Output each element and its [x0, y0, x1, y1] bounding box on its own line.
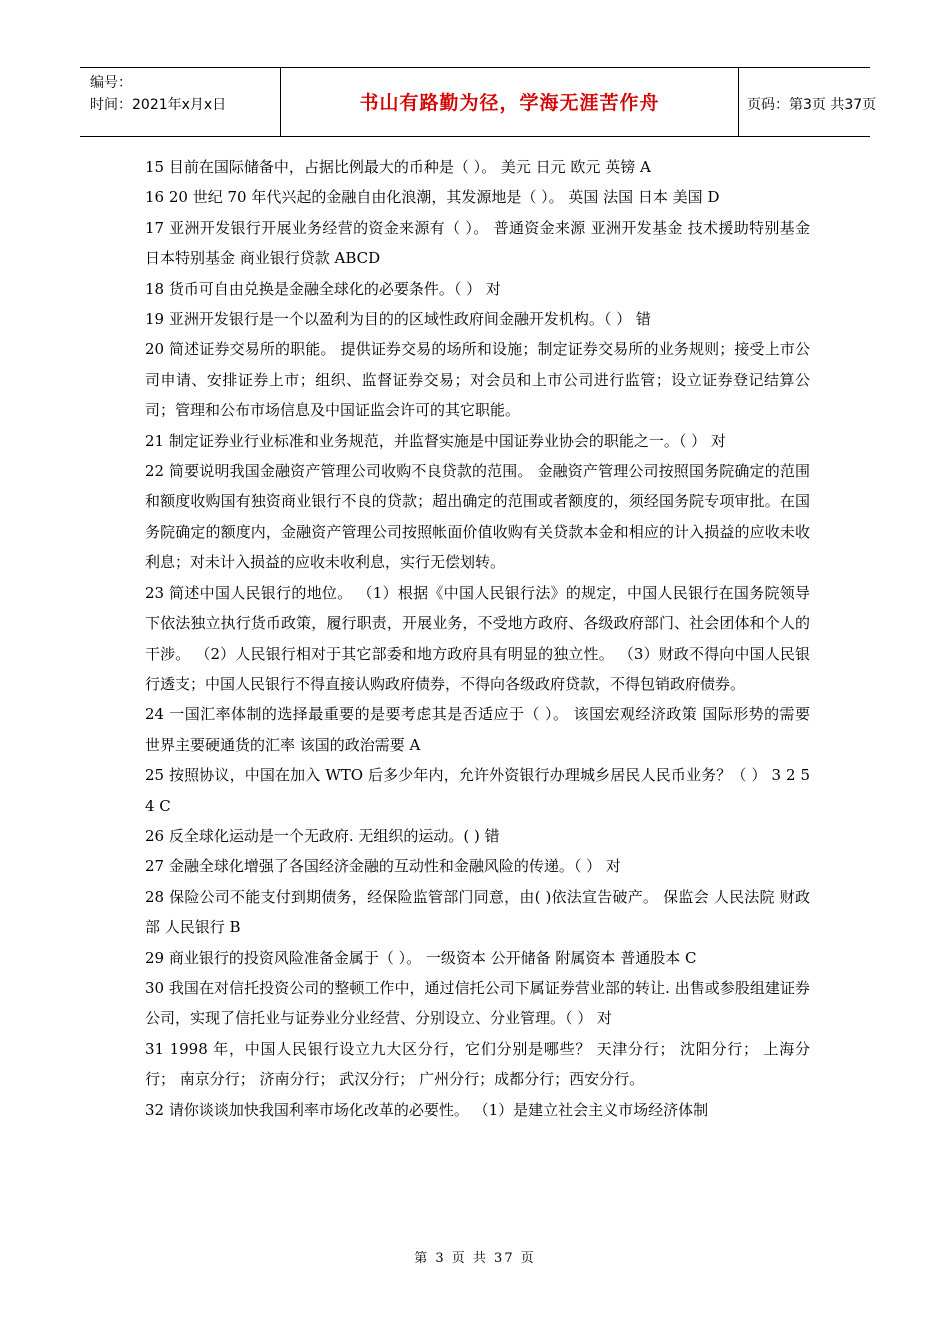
- header-motto-cell: [280, 68, 739, 136]
- question-23: 23 简述中国人民银行的地位。 （1）根据《中国人民银行法》的规定，中国人民银行在国务院领导下依法独立执行货币政策，履行职责，开展业务，不受地方政府、各级政府部门、社会团体和个人的干涉。 （2）人民银行相对于其它部委和地方政府具有明显的独立性。 （3）财政不得向中国人民银行透支；中国人民银行不得直接认购政府债券，不得向各级政府贷款，不得包销政府债券。: [145, 583, 810, 693]
- question-20: 20 简述证券交易所的职能。 提供证券交易的场所和设施；制定证券交易所的业务规则；接受上市公司申请、安排证券上市；组织、监督证券交易；对会员和上市公司进行监管；设立证券登记结算公司；管理和公布市场信息及中国证监会许可的其它职能。: [145, 340, 810, 420]
- date-line: 时间：2021年x月x日: [90, 97, 227, 113]
- question-26: 26 反全球化运动是一个无政府. 无组织的运动。( ) 错: [145, 826, 500, 845]
- question-32: 32 请你谈谈加快我国利率市场化改革的必要性。 （1）是建立社会主义市场经济体制: [145, 1100, 709, 1119]
- question-19: 19 亚洲开发银行是一个以盈利为目的的区域性政府间金融开发机构。（ ） 错: [145, 310, 651, 329]
- question-17: 17 亚洲开发银行开展业务经营的资金来源有（ ）。 普通资金来源 亚洲开发基金 技术援助特别基金 日本特别基金 商业银行贷款 ABCD: [145, 218, 810, 268]
- question-30: 30 我国在对信托投资公司的整顿工作中，通过信托公司下属证券营业部的转让. 出售或参股组建证券公司，实现了信托业与证券业分业经营、分别设立、分业管理。（ ） 对: [145, 978, 810, 1028]
- question-15: 15 目前在国际储备中，占据比例最大的币种是（ ）。 美元 日元 欧元 英镑 A: [145, 158, 651, 176]
- motto-text: 书山有路勤为径，学海无涯苦作舟: [359, 92, 660, 114]
- question-27: 27 金融全球化增强了各国经济金融的互动性和金融风险的传递。（ ） 对: [145, 857, 621, 876]
- page-footer: 第 3 页 共 37 页: [414, 1251, 536, 1266]
- question-25: 25 按照协议，中国在加入 WTO 后多少年内，允许外资银行办理城乡居民人民币业务？（ ） 3 2 5 4 C: [145, 766, 810, 815]
- question-21: 21 制定证券业行业标准和业务规范，并监督实施是中国证券业协会的职能之一。（ ） 对: [145, 431, 726, 450]
- page-header: [80, 67, 877, 137]
- question-18: 18 货币可自由兑换是金融全球化的必要条件。（ ） 对: [145, 279, 501, 298]
- question-24: 24 一国汇率体制的选择最重要的是要考虑其是否适应于（ ）。 该国宏观经济政策 国际形势的需要 世界主要硬通货的汇率 该国的政治需要 A: [145, 705, 810, 754]
- header-page-info: 页码：第3页 共37页: [747, 97, 877, 113]
- header-meta: [90, 72, 280, 116]
- question-22: 22 简要说明我国金融资产管理公司收购不良贷款的范围。 金融资产管理公司按照国务院确定的范围和额度收购国有独资商业银行不良的贷款；超出确定的范围或者额度的，须经国务院专项审批。在国务院确定的额度内，金融资产管理公司按照帐面价值收购有关贷款本金和相应的计入损益的应收未收利息；对未计入损益的应收未收利息，实行无偿划转。: [145, 462, 810, 572]
- question-28: 28 保险公司不能支付到期债务，经保险监管部门同意，由( )依法宣告破产。 保监会 人民法院 财政部 人民银行 B: [145, 887, 810, 937]
- question-list: [145, 152, 810, 1125]
- document-number-label: 编号：: [90, 75, 132, 91]
- question-16: 16 20 世纪 70 年代兴起的金融自由化浪潮，其发源地是（ ）。 英国 法国 日本 美国 D: [145, 188, 720, 207]
- question-31: 31 1998 年，中国人民银行设立九大区分行，它们分别是哪些？ 天津分行； 沈阳分行； 上海分行； 南京分行； 济南分行； 武汉分行； 广州分行；成都分行；西安分行。: [145, 1039, 810, 1089]
- question-29: 29 商业银行的投资风险准备金属于（ ）。 一级资本 公开储备 附属资本 普通股本 C: [145, 948, 697, 967]
